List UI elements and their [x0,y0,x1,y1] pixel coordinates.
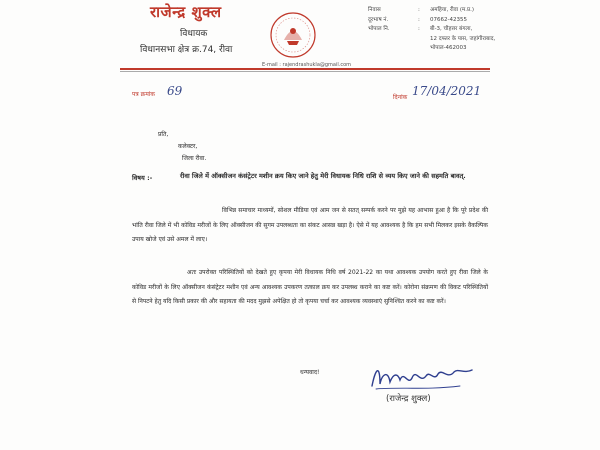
contact-row: भोपाल नि. : बी-3, चौहत्तर बंगला, [368,26,473,32]
email-line: E-mail : rajendrashukla@gmail.com [262,62,352,68]
ref-number: 69 [167,84,183,98]
signer-name: (राजेन्द्र शुक्ल) [386,394,431,404]
recipient-line2: जिला रीवा. [182,155,207,162]
contact-row: भोपाल-462003 [430,45,467,51]
contact-row: 12 दफ्तर के पास, जहांगीराबाद, [430,35,496,42]
contact-row: दूरभाष नं. : 07662-42355 [368,16,467,23]
salutation: प्रति, [158,131,169,138]
thanks-line: धन्यवाद! [300,369,320,376]
recipient-line1: कलेक्टर, [178,143,198,150]
header-divider [120,68,490,70]
signature-icon [368,360,478,394]
paragraph-1: विभिन्न समाचार माध्यमों, सोशल मीडिया एवं आम जन से सतत् सम्पर्क करने पर मुझे यह आभास हुआ है कि पूरे प्रदेश की भांति रीवा जिले में भी कोविड मरीजों के लिए ऑक्सीजन की सुगम उपलब्धता का संकट आसन्न खड़ा है। ऐसे में यह आवश्यक है कि हम सभी मिलकर इसके वैकल्पिक उपाय खोजे एवं उसे अमल में लाए। [132,207,488,243]
paragraph-2: अतः उपरोक्त परिस्थितियों को देखते हुए कृपया मेरी विधायक निधि वर्ष 2021-22 का यथा आवश्यक उपयोग करते हुए रीवा जिले के कोविड मरीजों के लिए ऑक्सीजन कंसंट्रेटर मशीन एवं अन्य आवश्यक उपकरण तत्काल क्रय कर उपलब्ध कराने का कष्ट करें। कोरोना संक्रमण की विकट परिस्थितियों से निपटने हेतु यदि किसी प्रकार की और सहायता की मदद मुझसे अपेक्षित हो तो कृपया चर्चा कर आवश्यक व्यवस्थाएं सुनिश्चित करने का कष्ट करें। [132,269,488,305]
constituency: विधानसभा क्षेत्र क्र.74, रीवा [140,45,233,55]
subject-text: रीवा जिले में ऑक्सीजन कंसंट्रेटर मशीन क्रय किए जाने हेतु मेरी विधायक निधि राशि से व्यय किए जाने की सहमति बावत्. [180,172,466,180]
mla-title: विधायक [180,29,208,39]
ref-label: पत्र क्रमांक [132,91,155,98]
date-label: दिनांक [393,94,408,101]
contact-row: निवास : अमहिया, रीवा (म.प्र.) [368,7,475,13]
date-value: 17/04/2021 [412,84,482,98]
contact-block [368,6,495,54]
emblem-logo-icon [268,10,318,60]
mla-name: राजेन्द्र शुक्ल [150,3,222,21]
subject-label: विषय :- [132,174,153,182]
header-divider-thin [120,71,490,72]
